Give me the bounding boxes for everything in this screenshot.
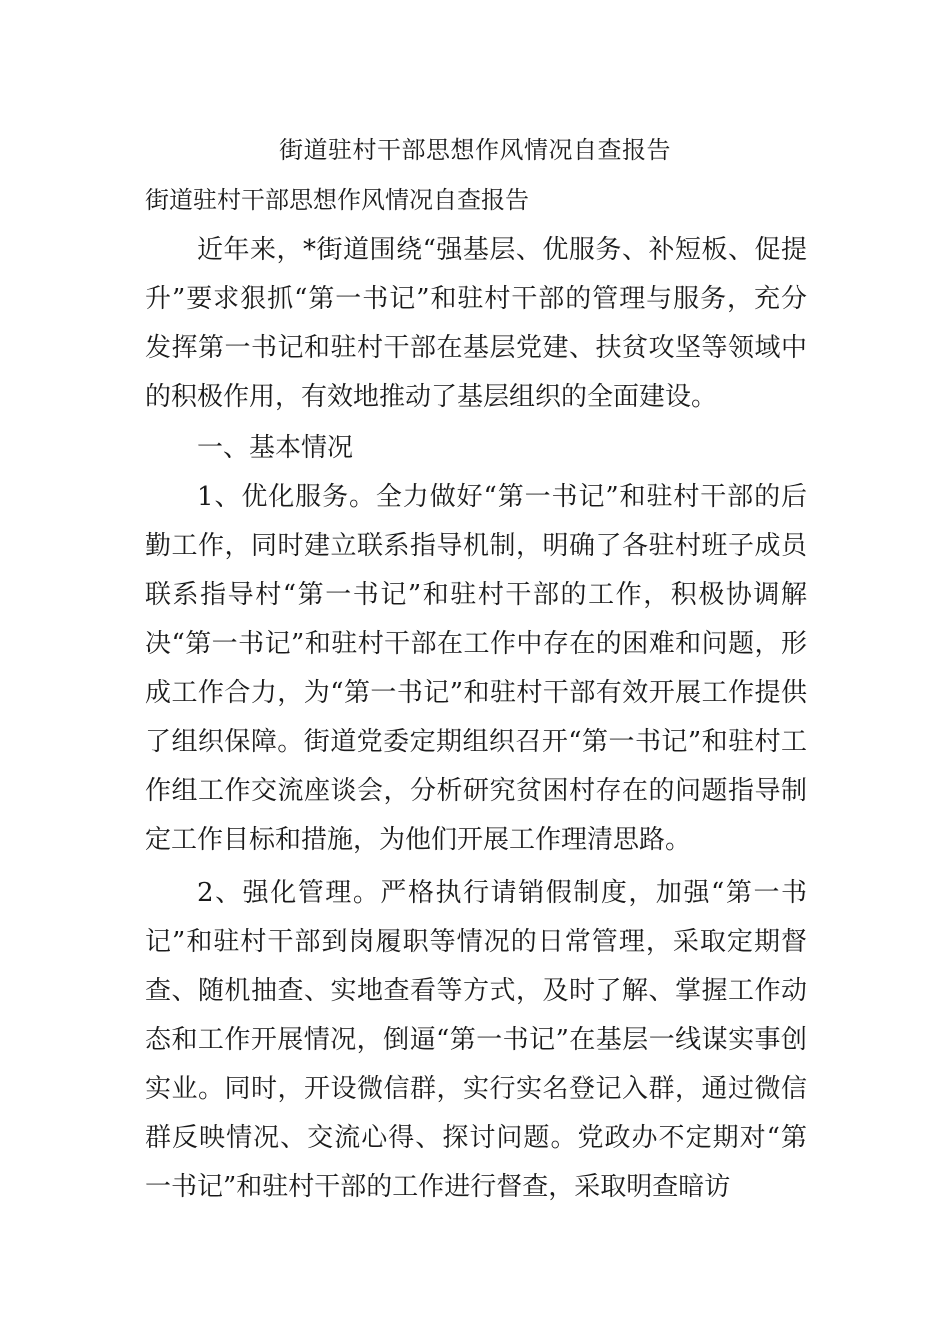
paragraph-optimize-service: 1、优化服务。全力做好“第一书记”和驻村干部的后勤工作，同时建立联系指导机制，明确了各驻村班子成员联系指导村“第一书记”和驻村干部的工作，积极协调解决“第一书记”和驻村干部在工作中存在的困难和问题，形成工作合力，为“第一书记”和驻村干部有效开展工作提供了组织保障。街道党委定期组织召开“第一书记”和驻村工作组工作交流座谈会，分析研究贫困村存在的问题指导制定工作目标和措施，为他们开展工作理清思路。 [145, 482, 807, 855]
document-title: 街道驻村干部思想作风情况自查报告 [279, 136, 671, 164]
document-subtitle: 街道驻村干部思想作风情况自查报告 [145, 186, 529, 214]
intro-paragraph: 近年来，*街道围绕“强基层、优服务、补短板、促提升”要求狠抓“第一书记”和驻村干部的管理与服务，充分发挥第一书记和驻村干部在基层党建、扶贫攻坚等领域中的积极作用，有效地推动了基层组织的全面建设。 [145, 235, 807, 412]
paragraph-strengthen-management: 2、强化管理。严格执行请销假制度，加强“第一书记”和驻村干部到岗履职等情况的日常管理，采取定期督查、随机抽查、实地查看等方式，及时了解、掌握工作动态和工作开展情况，倒逼“第一书记”在基层一线谋实事创实业。同时，开设微信群，实行实名登记入群，通过微信群反映情况、交流心得、探讨问题。党政办不定期对“第一书记”和驻村干部的工作进行督查，采取明查暗访 [145, 878, 807, 1202]
section-heading-basic-situation: 一、基本情况 [197, 433, 354, 463]
